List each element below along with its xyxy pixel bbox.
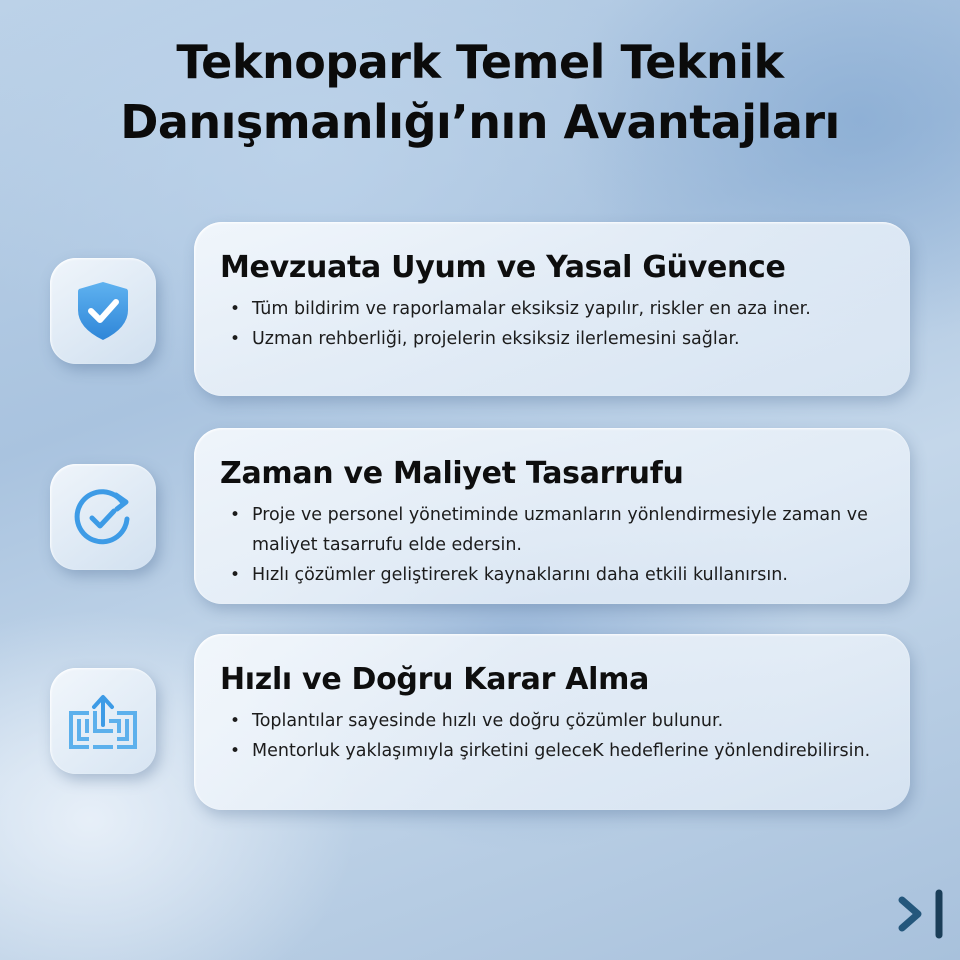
clock-refresh-check-icon [71, 485, 135, 549]
card-zaman [194, 428, 910, 604]
page-title [0, 32, 960, 152]
maze-arrow-up-icon [67, 691, 139, 751]
shield-check-icon [75, 280, 131, 342]
list-item: • Tüm bildirim ve raporlamalar eksiksiz yapılır, riskler en aza iner. [220, 294, 880, 324]
list-item: • Proje ve personel yönetiminde uzmanların yönlendirmesiyle zaman ve maliyet tasarrufu elde edersin. [220, 500, 880, 560]
maze-icon-tile [50, 668, 156, 774]
card-mevzuat [194, 222, 910, 396]
list-item: • Toplantılar sayesinde hızlı ve doğru çözümler bulunur. [220, 706, 880, 736]
list-item: • Hızlı çözümler geliştirerek kaynaklarını daha etkili kullanırsın. [220, 560, 880, 590]
card-title: Hızlı ve Doğru Karar Alma [220, 662, 650, 697]
card-karar [194, 634, 910, 810]
bullet-list [220, 294, 880, 354]
card-title: Mevzuata Uyum ve Yasal Güvence [220, 250, 786, 285]
card-title: Zaman ve Maliyet Tasarrufu [220, 456, 684, 491]
page-title-line-2: Danışmanlığı’nın Avantajları [120, 95, 840, 149]
shield-icon-tile [50, 258, 156, 364]
page-title-line-1: Teknopark Temel Teknik [176, 35, 784, 89]
list-item: • Uzman rehberliği, projelerin eksiksiz ilerlemesini sağlar. [220, 324, 880, 354]
list-item: • Mentorluk yaklaşımıyla şirketini geleceK hedeflerine yönlendirebilirsin. [220, 736, 880, 766]
arrow-right-to-line-icon[interactable] [856, 888, 948, 940]
clock-icon-tile [50, 464, 156, 570]
bullet-list [220, 500, 880, 590]
bullet-list [220, 706, 880, 766]
